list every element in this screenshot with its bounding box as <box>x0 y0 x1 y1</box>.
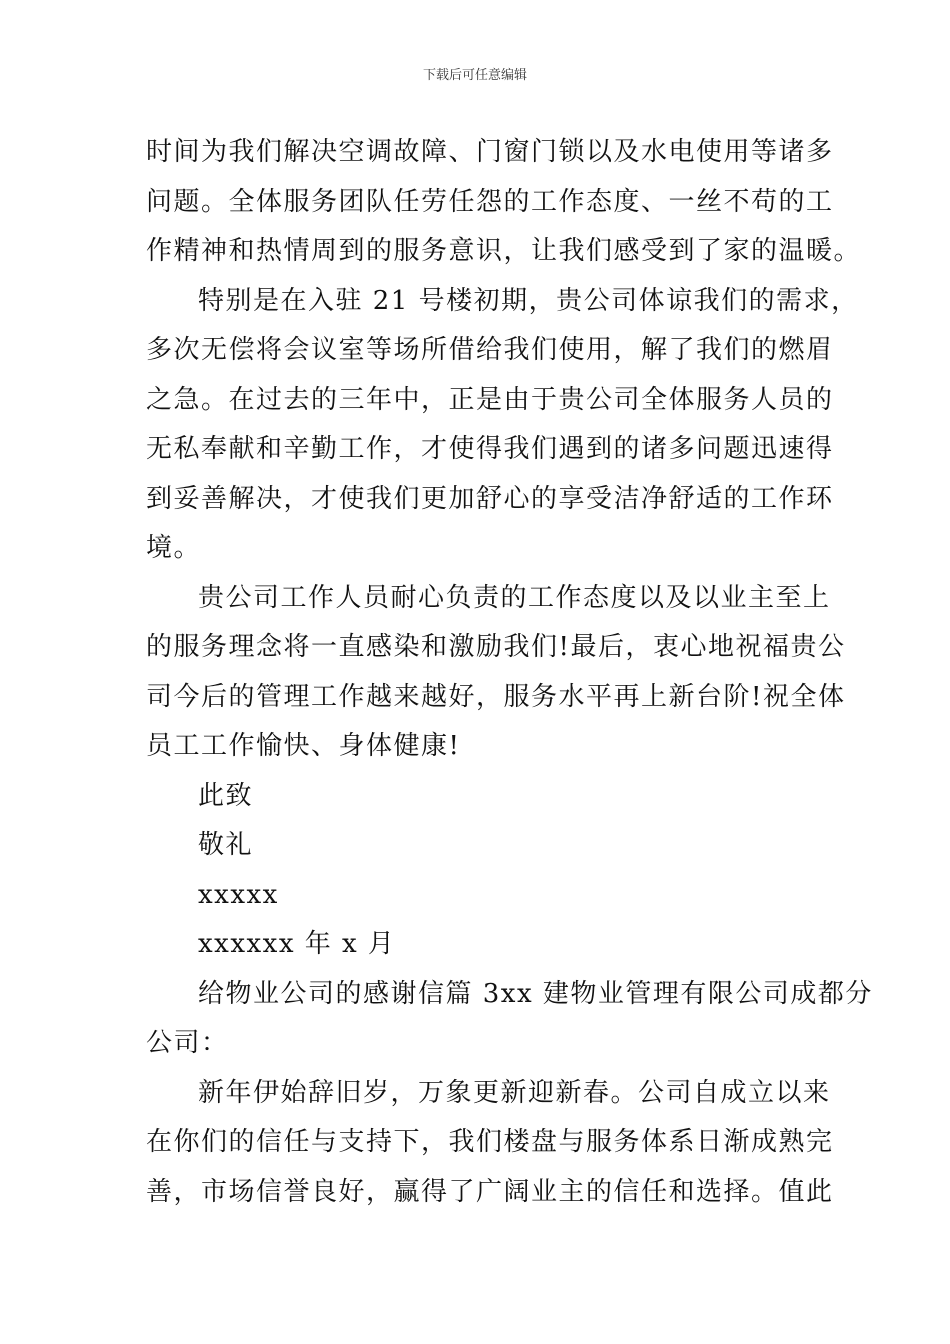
text-line: 在你们的信任与支持下，我们楼盘与服务体系日渐成熟完 <box>146 1127 834 1157</box>
text-line: xxxxxx 年 x 月 <box>198 929 396 959</box>
text-line: 善，市场信誉良好，赢得了广阔业主的信任和选择。值此 <box>146 1176 834 1207</box>
text-line: 时间为我们解决空调故障、门窗门锁以及水电使用等诸多 <box>146 137 834 167</box>
text-line: 特别是在入驻 21 号楼初期，贵公司体谅我们的需求， <box>198 285 859 316</box>
text-line: 给物业公司的感谢信篇 3xx 建物业管理有限公司成都分 <box>198 978 873 1009</box>
text-line: 此致 <box>198 780 254 811</box>
text-line: 司今后的管理工作越来越好，服务水平再上新台阶!祝全体 <box>146 681 846 712</box>
text-line: 敬礼 <box>198 830 254 860</box>
text-line: 员工工作愉快、身体健康! <box>146 731 461 761</box>
text-line: 之急。在过去的三年中，正是由于贵公司全体服务人员的 <box>146 384 834 415</box>
text-line: 新年伊始辞旧岁，万象更新迎新春。公司自成立以来 <box>198 1077 831 1108</box>
text-line: 公司： <box>146 1028 229 1058</box>
text-line: 到妥善解决，才使我们更加舒心的享受洁净舒适的工作环 <box>146 483 834 514</box>
text-line: 的服务理念将一直感染和激励我们!最后，衷心地祝福贵公 <box>146 632 846 662</box>
page-header: 下载后可任意编辑 <box>422 68 527 83</box>
text-line: 问题。全体服务团队任劳任怨的工作态度、一丝不苟的工 <box>146 186 834 217</box>
text-line: 无私奉献和辛勤工作，才使得我们遇到的诸多问题迅速得 <box>146 434 834 464</box>
text-line: 境。 <box>146 533 202 563</box>
text-line: xxxxx <box>198 879 279 910</box>
text-line: 贵公司工作人员耐心负责的工作态度以及以业主至上 <box>198 582 831 613</box>
document-body <box>146 128 873 1217</box>
text-line: 作精神和热情周到的服务意识，让我们感受到了家的温暖。 <box>146 236 862 266</box>
text-line: 多次无偿将会议室等场所借给我们使用，解了我们的燃眉 <box>146 335 834 365</box>
